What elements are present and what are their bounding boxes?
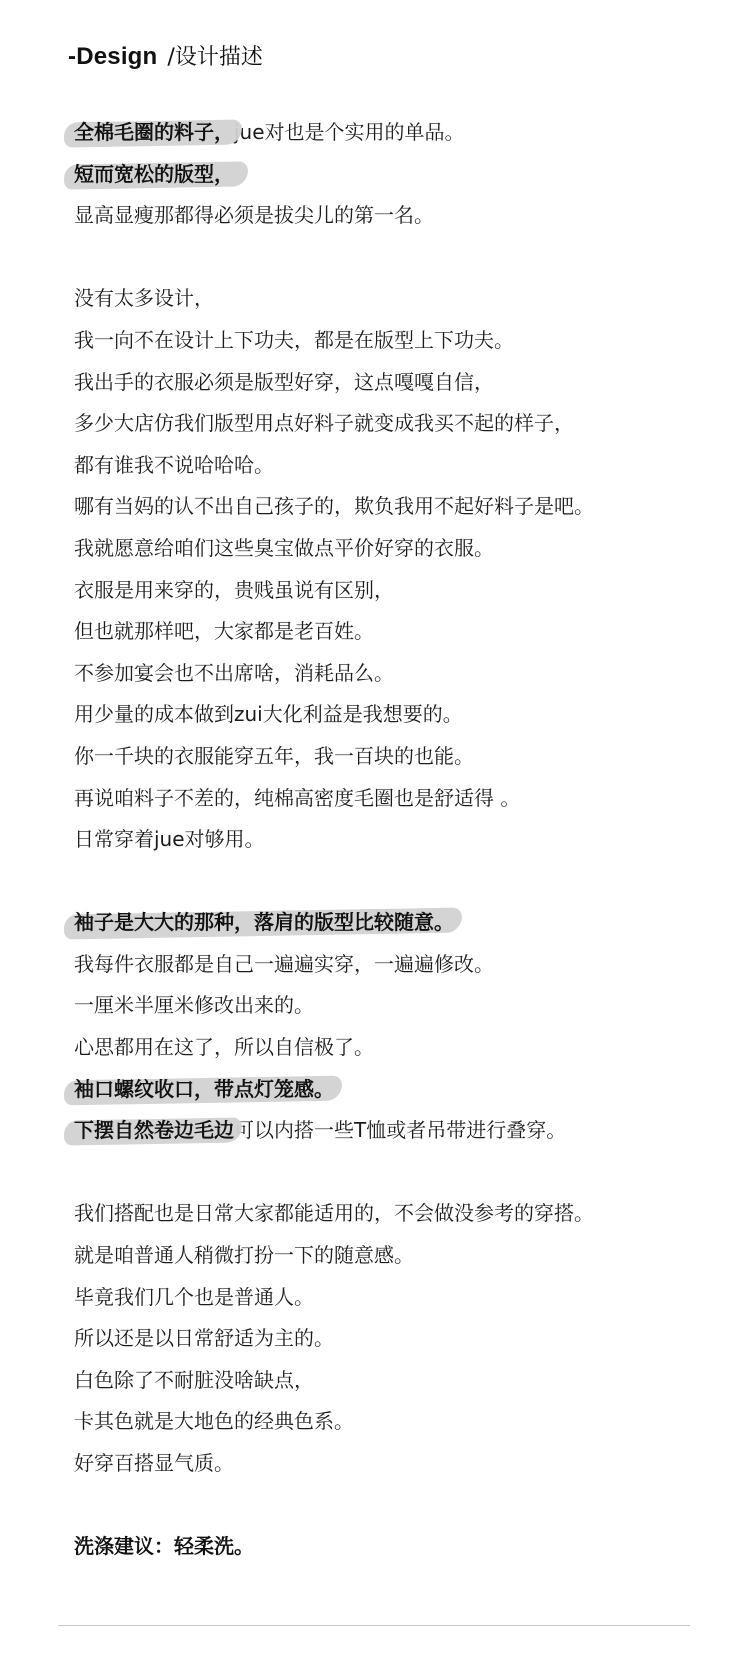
paragraph-line: 我就愿意给咱们这些臭宝做点平价好穿的衣服。 <box>74 535 494 560</box>
paragraph-line <box>74 112 724 154</box>
paragraph-line <box>74 902 724 944</box>
paragraph-line: 我一向不在设计上下功夫，都是在版型上下功夫。 <box>74 327 514 352</box>
paragraph-line: 就是咱普通人稍微打扮一下的随意感。 <box>74 1243 414 1268</box>
line-text: 可以内搭一些T恤或者吊带进行叠穿。 <box>234 1118 567 1143</box>
paragraph-line: 毕竟我们几个也是普通人。 <box>74 1284 314 1309</box>
paragraph-line: 都有谁我不说哈哈哈。 <box>74 452 274 477</box>
paragraph-line: 心思都用在这了，所以自信极了。 <box>74 1035 374 1060</box>
paragraph-line: 多少大店仿我们版型用点好料子就变成我买不起的样子， <box>74 411 574 436</box>
paragraph-line: 日常穿着jue对够用。 <box>74 827 265 852</box>
paragraph-line <box>74 1110 724 1152</box>
paragraph-line <box>74 154 724 196</box>
paragraph-line: 我们搭配也是日常大家都能适用的，不会做没参考的穿搭。 <box>74 1201 594 1226</box>
header-title-en: -Design <box>68 43 158 70</box>
paragraph-line: 白色除了不耐脏没啥缺点， <box>74 1367 314 1392</box>
paragraph-line <box>74 1069 724 1111</box>
paragraph-line: 再说咱料子不差的，纯棉高密度毛圈也是舒适得 。 <box>74 785 521 810</box>
paragraph-line: 但也就那样吧，大家都是老百姓。 <box>74 619 374 644</box>
paragraph-line: 我每件衣服都是自己一遍遍实穿，一遍遍修改。 <box>74 951 494 976</box>
paragraph-gap <box>74 237 724 279</box>
paragraph-line: 不参加宴会也不出席啥，消耗品么。 <box>74 660 394 685</box>
paragraph-line: 你一千块的衣服能穿五年，我一百块的也能。 <box>74 743 474 768</box>
paragraph-gap <box>74 861 724 903</box>
highlighted-phrase: 袖子是大大的那种，落肩的版型比较随意。 <box>74 902 454 944</box>
highlighted-phrase: 下摆自然卷边毛边 <box>74 1110 234 1152</box>
highlighted-phrase: 袖口螺纹收口，带点灯笼感。 <box>74 1069 334 1111</box>
line-text: jue对也是个实用的单品。 <box>234 120 465 144</box>
section-header <box>68 40 263 76</box>
bottom-divider <box>58 1625 690 1626</box>
paragraph-line: 一厘米半厘米修改出来的。 <box>74 993 314 1018</box>
paragraph-line: 卡其色就是大地色的经典色系。 <box>74 1409 354 1434</box>
description-body <box>74 112 724 1568</box>
paragraph-line: 所以还是以日常舒适为主的。 <box>74 1326 334 1351</box>
paragraph-line: 好穿百搭显气质。 <box>74 1451 234 1475</box>
paragraph-line: 衣服是用来穿的，贵贱虽说有区别， <box>74 577 394 602</box>
paragraph-line: 用少量的成本做到zui大化利益是我想要的。 <box>74 702 463 727</box>
care-instructions: 洗涤建议：轻柔洗。 <box>74 1534 254 1559</box>
highlighted-phrase: 全棉毛圈的料子， <box>74 112 234 154</box>
paragraph-line: 哪有当妈的认不出自己孩子的，欺负我用不起好料子是吧。 <box>74 494 594 519</box>
paragraph-line: 我出手的衣服必须是版型好穿，这点嘎嘎自信， <box>74 369 494 394</box>
paragraph-line: 显高显瘦那都得必须是拔尖儿的第一名。 <box>74 203 434 228</box>
highlighted-phrase: 短而宽松的版型， <box>74 154 234 196</box>
paragraph-line: 没有太多设计， <box>74 286 214 311</box>
paragraph-gap <box>74 1152 724 1194</box>
header-title-cn: /设计描述 <box>167 45 263 70</box>
paragraph-gap <box>74 1485 724 1527</box>
